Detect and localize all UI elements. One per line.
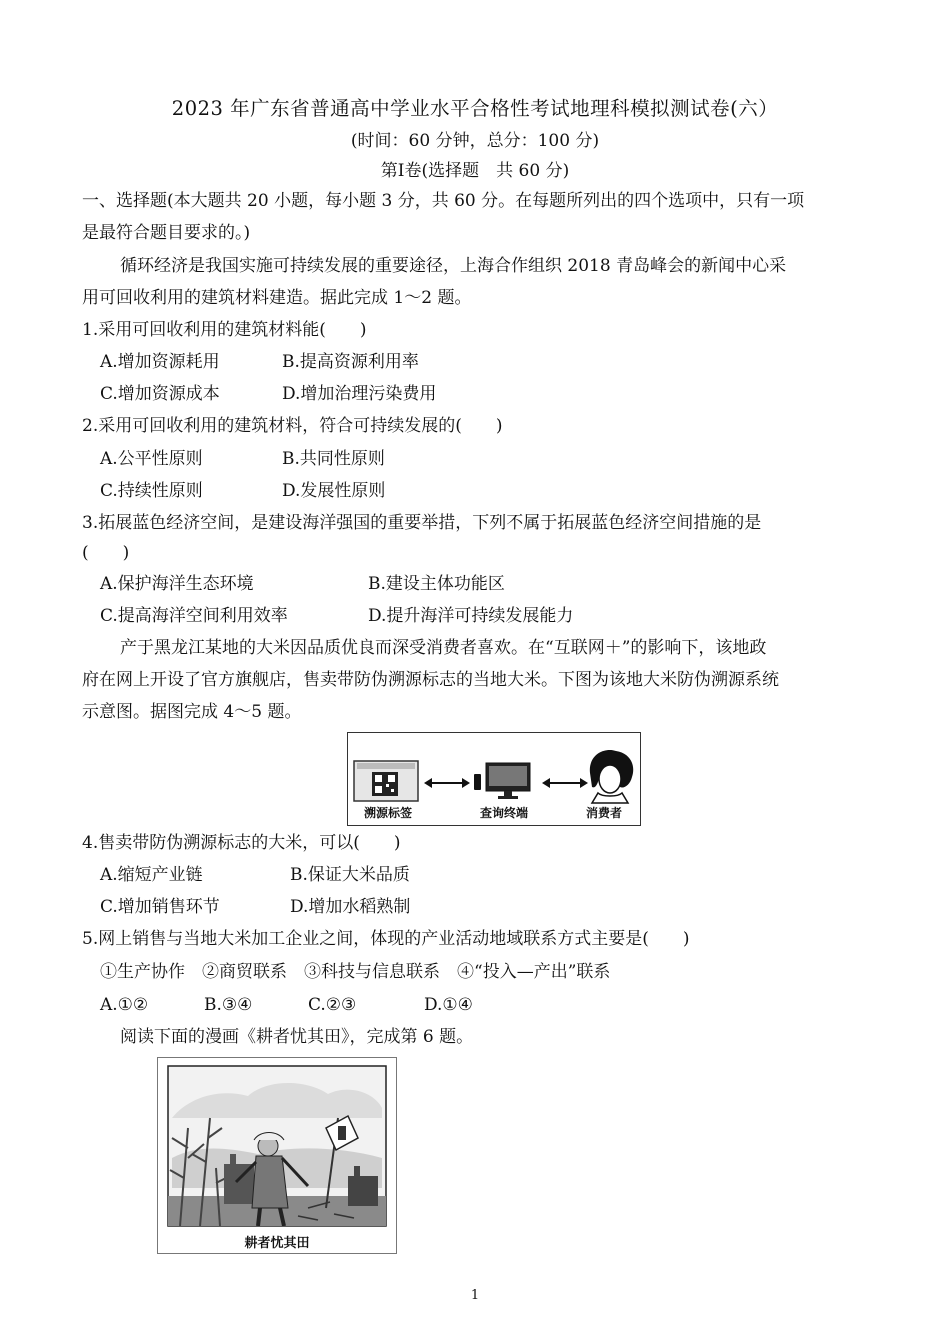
cartoon-illustration — [158, 1058, 396, 1253]
q2-stem: 2.采用可回收利用的建筑材料，符合可持续发展的( ) — [82, 416, 503, 436]
q3-option-c: C.提高海洋空间利用效率 — [100, 606, 288, 626]
section-heading-line2: 是最符合题目要求的。) — [82, 223, 251, 243]
q4-option-d: D.增加水稻熟制 — [290, 897, 411, 917]
exam-title: 2023 年广东省普通高中学业水平合格性考试地理科模拟测试卷(六） — [171, 97, 779, 120]
q5-option-c: C.②③ — [308, 995, 357, 1015]
q5-items: ①生产协作 ②商贸联系 ③科技与信息联系 ④“投入—产出”联系 — [100, 962, 611, 982]
double-arrow-icon — [424, 778, 470, 788]
q2-option-a: A.公平性原则 — [100, 449, 203, 469]
q2-option-b: B.共同性原则 — [282, 449, 385, 469]
passage2-line2: 府在网上开设了官方旗舰店，售卖带防伪溯源标志的当地大米。下图为该地大米防伪溯源系统 — [82, 670, 779, 690]
consumer-icon — [590, 750, 633, 803]
page-number: 1 — [470, 1288, 480, 1303]
q4-option-c: C.增加销售环节 — [100, 897, 220, 917]
figure-label-consumer: 消费者 — [586, 806, 623, 820]
q3-option-b: B.建设主体功能区 — [368, 574, 505, 594]
q1-stem: 1.采用可回收利用的建筑材料能( ) — [82, 320, 367, 340]
cartoon-figure — [157, 1057, 397, 1254]
monitor-icon — [486, 763, 530, 799]
q1-option-b: B.提高资源利用率 — [282, 352, 419, 372]
part-heading: 第Ⅰ卷(选择题 共 60 分) — [380, 161, 570, 181]
q2-option-d: D.发展性原则 — [282, 481, 386, 501]
traceability-figure — [347, 732, 641, 826]
q3-option-d: D.提升海洋可持续发展能力 — [368, 606, 574, 626]
q1-option-c: C.增加资源成本 — [100, 384, 220, 404]
q2-option-c: C.持续性原则 — [100, 481, 203, 501]
q5-option-d: D.①④ — [424, 995, 473, 1015]
q3-stem-line2: ( ) — [82, 543, 130, 563]
passage2-line3: 示意图。据图完成 4～5 题。 — [82, 702, 302, 722]
q5-stem: 5.网上销售与当地大米加工企业之间，体现的产业活动地域联系方式主要是( ) — [82, 929, 690, 949]
passage2-line1: 产于黑龙江某地的大米因品质优良而深受消费者喜欢。在“互联网＋”的影响下，该地政 — [120, 638, 767, 658]
exam-subtitle: (时间：60 分钟，总分：100 分) — [350, 131, 600, 151]
double-arrow-icon — [542, 778, 588, 788]
figure-label-terminal: 查询终端 — [480, 806, 529, 820]
q5-option-b: B.③④ — [204, 995, 253, 1015]
q4-stem: 4.售卖带防伪溯源标志的大米，可以( ) — [82, 833, 401, 853]
passage1-line1: 循环经济是我国实施可持续发展的重要途径，上海合作组织 2018 青岛峰会的新闻中心采 — [120, 256, 787, 276]
q1-option-d: D.增加治理污染费用 — [282, 384, 437, 404]
q4-option-a: A.缩短产业链 — [100, 865, 203, 885]
passage1-line2: 用可回收利用的建筑材料建造。据此完成 1～2 题。 — [82, 288, 472, 308]
q3-stem-line1: 3.拓展蓝色经济空间，是建设海洋强国的重要举措，下列不属于拓展蓝色经济空间措施的是 — [82, 513, 762, 533]
q4-option-b: B.保证大米品质 — [290, 865, 410, 885]
q1-option-a: A.增加资源耗用 — [100, 352, 220, 372]
cartoon-caption: 耕者忧其田 — [244, 1236, 310, 1251]
q5-option-a: A.①② — [100, 995, 149, 1015]
q3-option-a: A.保护海洋生态环境 — [100, 574, 254, 594]
figure-label-tag: 溯源标签 — [364, 806, 413, 820]
phone-icon — [474, 774, 481, 790]
tag-header — [357, 763, 415, 769]
passage3: 阅读下面的漫画《耕者忧其田》，完成第 6 题。 — [120, 1027, 474, 1047]
section-heading-line1: 一、选择题(本大题共 20 小题，每小题 3 分，共 60 分。在每题所列出的四个选项中，只有一项 — [82, 191, 805, 211]
